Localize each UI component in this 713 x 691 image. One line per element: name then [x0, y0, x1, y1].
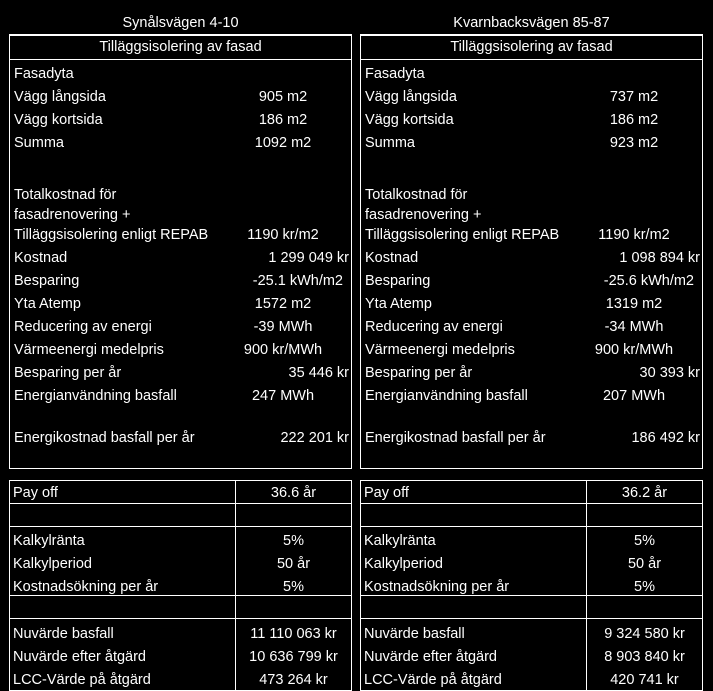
grid-cell — [235, 503, 352, 527]
row-kostnad — [365, 248, 700, 268]
row-label: Energianvändning basfall — [365, 388, 528, 404]
upper-box — [9, 35, 352, 469]
payoff-value: 36.2 år — [621, 485, 668, 501]
param-label: Kalkylperiod — [364, 556, 443, 572]
total-line-1: Totalkostnad för — [365, 187, 468, 203]
row-value: 186 492 kr — [631, 430, 700, 446]
row-label: Besparing — [14, 273, 80, 289]
result-value: 11 110 063 kr — [250, 626, 337, 642]
row-value: -25.6 kWh/m2 — [603, 273, 694, 289]
panel-title: Kvarnbacksvägen 85-87 — [360, 12, 703, 35]
param-label: Kostnadsökning per år — [364, 579, 510, 595]
row-label: Värmeenergi medelpris — [14, 342, 164, 358]
row-label: Vägg kortsida — [365, 112, 454, 128]
result-value: 8 903 840 kr — [604, 649, 685, 665]
result-value: 473 264 kr — [259, 672, 328, 688]
param-label: Kostnadsökning per år — [13, 579, 159, 595]
row-energianvandning — [365, 386, 700, 406]
upper-box — [360, 35, 703, 469]
result-label: LCC-Värde på åtgärd — [13, 672, 151, 688]
param-value: 5% — [634, 533, 655, 549]
grid-cell — [235, 595, 352, 619]
row-reducering — [14, 317, 349, 337]
param-value: 5% — [283, 579, 304, 595]
row-summa — [365, 133, 700, 153]
grid-cell — [360, 503, 587, 527]
row-label: Besparing — [365, 273, 431, 289]
row-label: Kostnad — [365, 250, 419, 266]
row-value: 1 299 049 kr — [268, 250, 349, 266]
row-medelpris — [14, 340, 349, 360]
payoff-label: Pay off — [364, 485, 409, 501]
total-value: 1190 kr/m2 — [247, 227, 319, 243]
row-label: Reducering av energi — [14, 319, 152, 335]
fasadyta-label: Fasadyta — [365, 66, 425, 82]
row-label: Energikostnad basfall per år — [14, 430, 195, 446]
param-value: 5% — [634, 579, 655, 595]
row-value: 30 393 kr — [639, 365, 700, 381]
row-yta-atemp — [365, 294, 700, 314]
result-value: 10 636 799 kr — [249, 649, 338, 665]
row-vagg-langsida — [14, 87, 349, 107]
grid-cell — [586, 595, 703, 619]
row-value: 737 m2 — [609, 89, 659, 105]
grid-cell — [9, 503, 236, 527]
row-value: 186 m2 — [609, 112, 659, 128]
payoff-label: Pay off — [13, 485, 58, 501]
row-label: Vägg långsida — [14, 89, 106, 105]
total-line-2: fasadrenovering + — [365, 207, 482, 223]
panel-title: Synålsvägen 4-10 — [9, 12, 352, 35]
row-vagg-langsida — [365, 87, 700, 107]
row-value: 35 446 kr — [288, 365, 349, 381]
row-kostnad — [14, 248, 349, 268]
row-value: 222 201 kr — [280, 430, 349, 446]
row-summa — [14, 133, 349, 153]
result-value: 9 324 580 kr — [604, 626, 685, 642]
row-vagg-kortsida — [14, 110, 349, 130]
total-line-2: fasadrenovering + — [14, 207, 131, 223]
result-label: Nuvärde basfall — [364, 626, 465, 642]
row-value: -25.1 kWh/m2 — [252, 273, 343, 289]
row-besparing — [365, 271, 700, 291]
row-besparing — [14, 271, 349, 291]
total-line-3: Tilläggsisolering enligt REPAB — [14, 227, 209, 243]
row-tillaggsisolering — [365, 225, 700, 245]
result-label: Nuvärde efter åtgärd — [364, 649, 497, 665]
row-value: 1 098 894 kr — [619, 250, 700, 266]
panel-kvarnbacksvagen — [360, 12, 703, 688]
row-medelpris — [365, 340, 700, 360]
row-label: Vägg kortsida — [14, 112, 103, 128]
row-label: Kostnad — [14, 250, 68, 266]
row-label: Energikostnad basfall per år — [365, 430, 546, 446]
row-label: Energianvändning basfall — [14, 388, 177, 404]
row-value: 905 m2 — [258, 89, 308, 105]
grid-cell — [586, 503, 703, 527]
row-value: 1092 m2 — [254, 135, 312, 151]
panel-subtitle: Tilläggsisolering av fasad — [10, 36, 351, 60]
row-vagg-kortsida — [365, 110, 700, 130]
grid-cell — [360, 595, 587, 619]
panel-subtitle: Tilläggsisolering av fasad — [361, 36, 702, 60]
row-label: Reducering av energi — [365, 319, 503, 335]
row-value: -34 MWh — [604, 319, 664, 335]
result-label: Nuvärde efter åtgärd — [13, 649, 146, 665]
payoff-value: 36.6 år — [270, 485, 317, 501]
row-label: Summa — [365, 135, 415, 151]
grid-cell — [9, 595, 236, 619]
param-label: Kalkylränta — [13, 533, 85, 549]
row-value: 247 MWh — [251, 388, 315, 404]
total-value: 1190 kr/m2 — [598, 227, 670, 243]
row-yta-atemp — [14, 294, 349, 314]
param-value: 50 år — [276, 556, 311, 572]
lower-grid — [9, 481, 352, 691]
total-line-3: Tilläggsisolering enligt REPAB — [365, 227, 560, 243]
row-label: Yta Atemp — [365, 296, 432, 312]
param-value: 50 år — [627, 556, 662, 572]
row-value: 207 MWh — [602, 388, 666, 404]
result-label: Nuvärde basfall — [13, 626, 114, 642]
row-label: Yta Atemp — [14, 296, 81, 312]
row-value: 186 m2 — [258, 112, 308, 128]
row-label: Besparing per år — [14, 365, 122, 381]
param-value: 5% — [283, 533, 304, 549]
row-value: 923 m2 — [609, 135, 659, 151]
panel-synalsvagen — [9, 12, 352, 688]
row-value: 1319 m2 — [605, 296, 663, 312]
row-label: Vägg långsida — [365, 89, 457, 105]
result-value: 420 741 kr — [610, 672, 679, 688]
row-reducering — [365, 317, 700, 337]
row-value: 1572 m2 — [254, 296, 312, 312]
row-energikostnad — [365, 428, 700, 448]
row-tillaggsisolering — [14, 225, 349, 245]
row-energianvandning — [14, 386, 349, 406]
total-line-1: Totalkostnad för — [14, 187, 117, 203]
param-label: Kalkylränta — [364, 533, 436, 549]
row-energikostnad — [14, 428, 349, 448]
fasadyta-label: Fasadyta — [14, 66, 74, 82]
row-value: 900 kr/MWh — [243, 342, 323, 358]
row-besparing-per-ar — [365, 363, 700, 383]
row-label: Besparing per år — [365, 365, 473, 381]
row-value: -39 MWh — [253, 319, 313, 335]
row-besparing-per-ar — [14, 363, 349, 383]
row-label: Summa — [14, 135, 64, 151]
row-label: Värmeenergi medelpris — [365, 342, 515, 358]
result-label: LCC-Värde på åtgärd — [364, 672, 502, 688]
lower-grid — [360, 481, 703, 691]
param-label: Kalkylperiod — [13, 556, 92, 572]
row-value: 900 kr/MWh — [594, 342, 674, 358]
